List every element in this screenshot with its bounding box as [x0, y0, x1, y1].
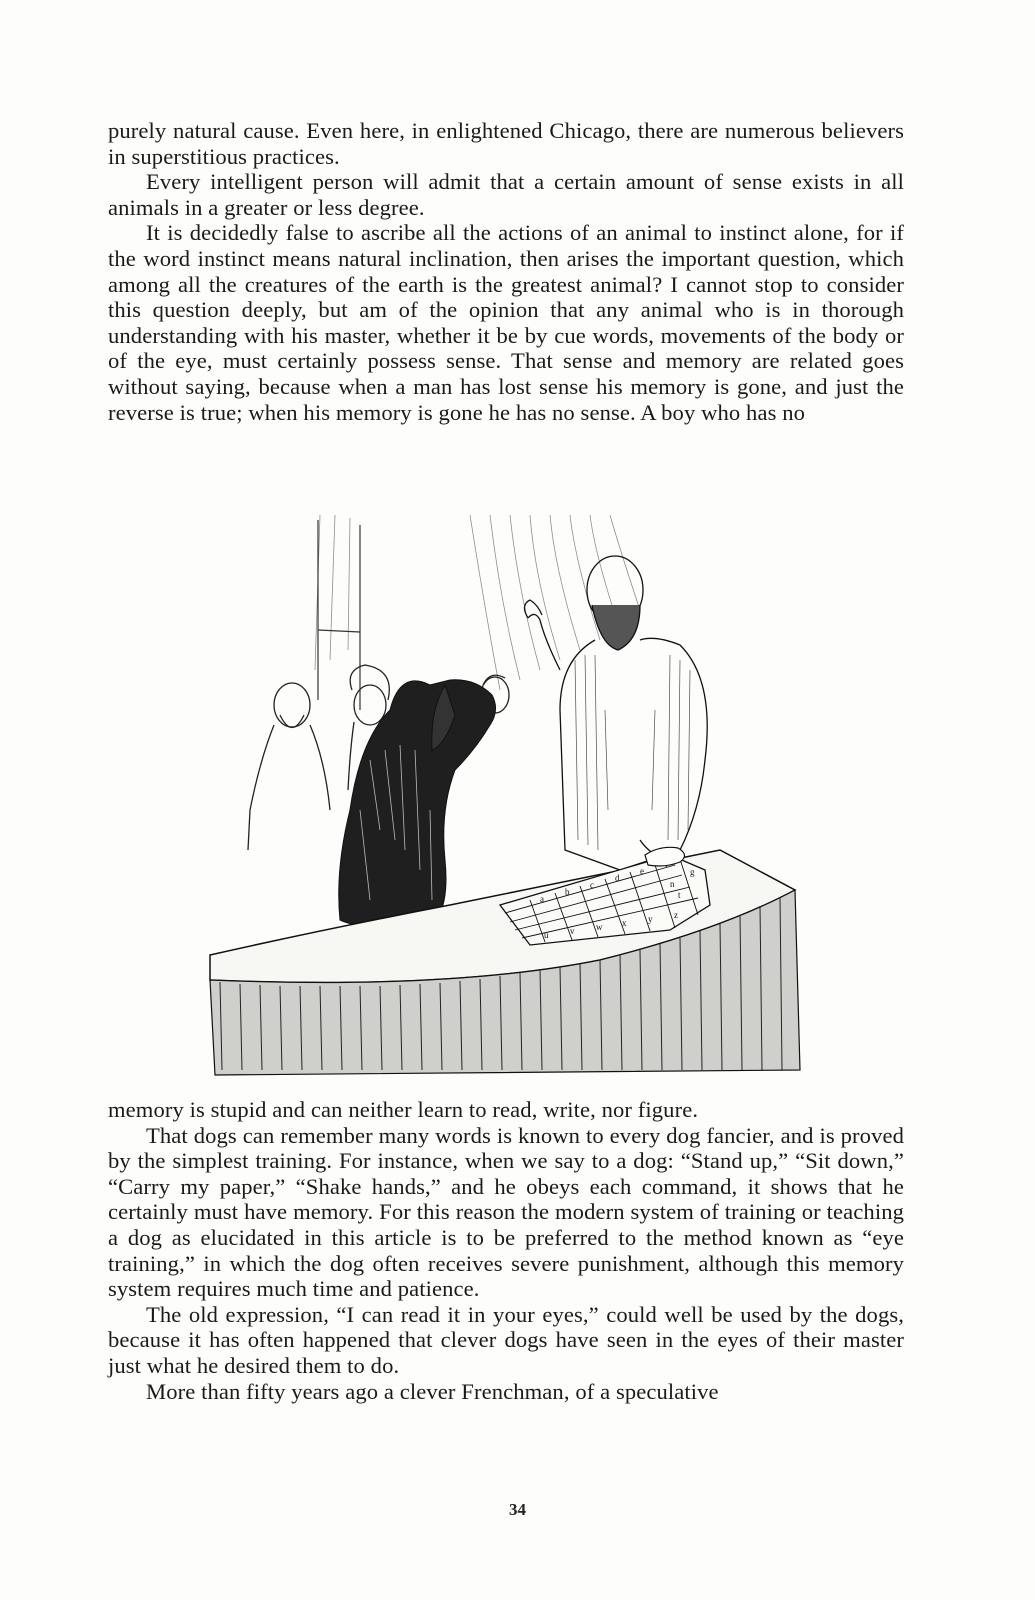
paragraph: The old expression, “I can read it in your eyes,” could well be used by the dogs, because it has often happened that clever dogs have seen in the eyes of their master just what he desired them to do.: [108, 1301, 904, 1378]
paragraph: Every intelligent person will admit that a certain amount of sense exists in all animals in a greater or less degree.: [108, 169, 904, 220]
board-letter: c: [590, 880, 594, 890]
paragraph: That dogs can remember many words is known to every dog fancier, and is proved by the simplest training. For instance, when we say to a dog: “Stand up,” “Sit down,” “Carry my paper,” “Shake hands,” and he obeys each command, it shows that he certainly must have memory. For this reason the modern system of training or teaching a dog as elucidated in this article is to be preferred to the method known as “eye training,” in which the dog often receives severe punishment, although this memory system requires much time and patience.: [108, 1122, 904, 1302]
board-letter: x: [622, 918, 627, 928]
paragraph: More than fifty years ago a clever Frenchman, of a speculative: [146, 1378, 719, 1404]
board-letter: n: [670, 879, 675, 889]
board-letter: g: [690, 867, 695, 877]
text-block-bottom: [108, 1097, 904, 1404]
board-letter: a: [540, 894, 544, 904]
paragraph: memory is stupid and can neither learn to read, write, nor figure.: [108, 1097, 699, 1122]
board-letter: e: [640, 866, 644, 876]
paragraph: It is decidedly false to ascribe all the actions of an animal to instinct alone, for if the word instinct means natural inclination, then arises the important question, which among all the creatures of the earth is the greatest animal? I cannot stop to consider this question deeply, but am of the opinion that any animal who is in thorough understanding with his master, whether it be by cue words, movements of the body or of the eye, must certainly possess sense. That sense and memory are related goes without saying, because when a man has lost sense his memory is gone, and just the reverse is true; when his memory is gone he has no sense. A boy who has no: [108, 220, 904, 425]
page-number: 34: [509, 1500, 526, 1519]
board-letter: b: [565, 887, 570, 897]
board-letter: d: [615, 873, 620, 883]
text-block-top: [108, 118, 904, 425]
board-letter: t: [678, 890, 681, 900]
board-letter: y: [648, 914, 653, 924]
board-letter: u: [544, 930, 549, 940]
board-letter: v: [570, 926, 575, 936]
board-letter: z: [674, 910, 678, 920]
paragraph: purely natural cause. Even here, in enlightened Chicago, there are numerous believers in superstitious practices.: [108, 118, 904, 169]
illustration-dog-reading-letter-board: [200, 510, 805, 1077]
board-letter: w: [596, 922, 603, 932]
